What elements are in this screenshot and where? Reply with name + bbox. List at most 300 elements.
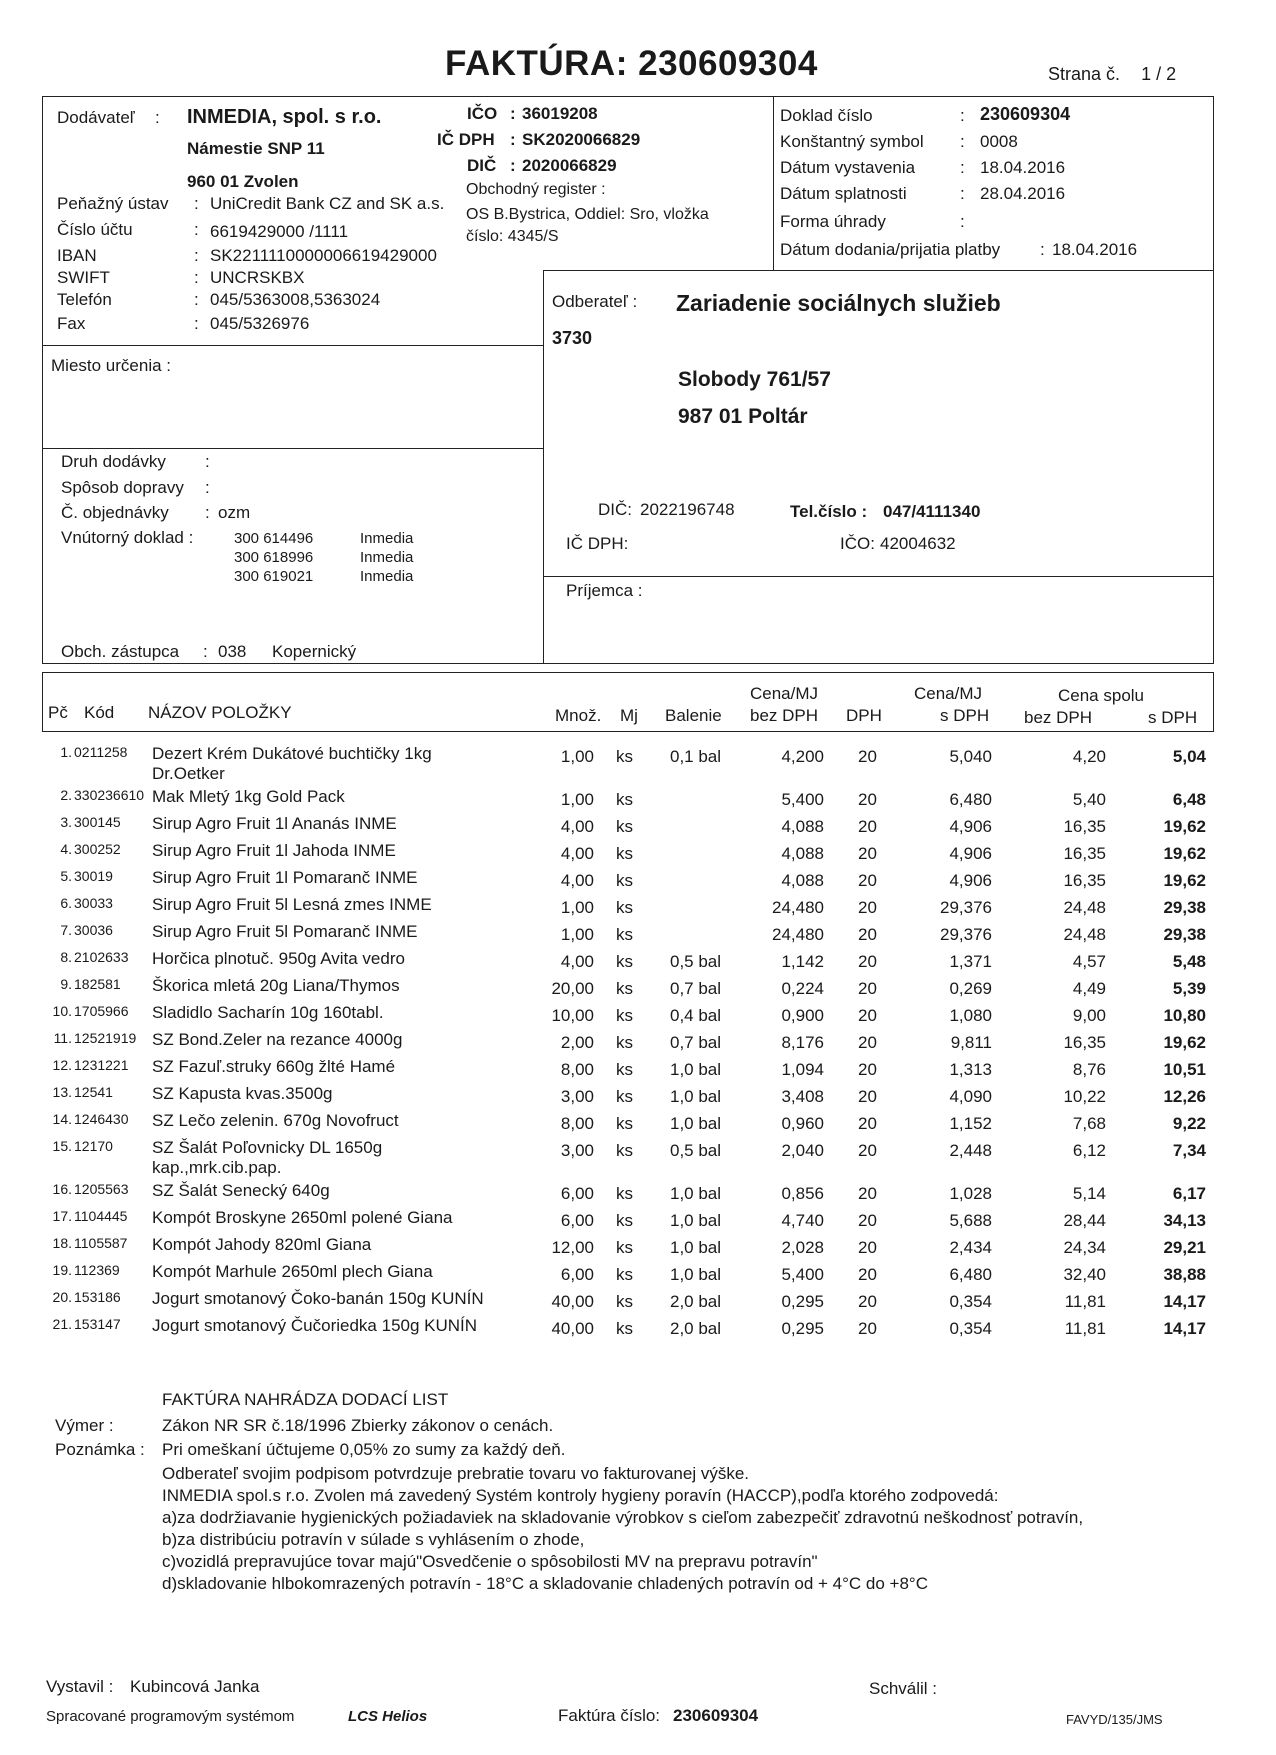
row-mj: ks (616, 1292, 633, 1311)
row-name-cont: Dr.Oetker (152, 764, 225, 783)
row-pricevat: 4,906 (949, 844, 992, 863)
fax-label: Fax (57, 314, 86, 333)
supplier-city: 960 01 Zvolen (187, 172, 299, 191)
colon: : (194, 290, 199, 309)
supplier-ico: 36019208 (522, 104, 598, 123)
row-price: 24,480 (772, 925, 824, 944)
colon: : (205, 503, 210, 522)
iban-label: IBAN (57, 246, 97, 265)
swift-label: SWIFT (57, 268, 110, 287)
internal-doc-no: 300 619021 (234, 568, 314, 585)
row-pc: 15. (52, 1138, 72, 1154)
row-name: Sirup Agro Fruit 5l Pomaranč INME (152, 922, 418, 941)
row-vat: 20 (858, 1006, 877, 1025)
row-pack: 0,5 bal (670, 1141, 722, 1160)
row-pricevat: 1,028 (949, 1184, 992, 1203)
vymer-label: Výmer : (55, 1416, 114, 1435)
divider (543, 270, 544, 664)
col-price-bottom: bez DPH (750, 706, 819, 725)
colon: : (194, 314, 199, 333)
row-kod: 0211258 (74, 744, 128, 760)
note-line: Pri omeškaní účtujeme 0,05% zo sumy za každý deň. (162, 1440, 566, 1459)
transport-label: Spôsob dopravy (61, 478, 184, 497)
row-name-cont: kap.,mrk.cib.pap. (152, 1158, 282, 1177)
row-total: 10,22 (1063, 1087, 1106, 1106)
row-price: 8,176 (781, 1033, 824, 1052)
row-total: 8,76 (1072, 1060, 1106, 1079)
system-name: LCS Helios (348, 1708, 428, 1725)
col-mj: Mj (620, 706, 638, 725)
row-totalvat: 38,88 (1163, 1265, 1206, 1284)
table-row (0, 1057, 1276, 1081)
row-pack: 0,7 bal (670, 979, 722, 998)
row-pc: 14. (52, 1111, 72, 1127)
col-pricevat-bottom: s DPH (940, 706, 990, 725)
row-qty: 40,00 (551, 1292, 594, 1311)
icdph-label: IČ DPH (437, 130, 495, 149)
row-name: Kompót Jahody 820ml Giana (152, 1235, 372, 1254)
row-kod: 1105587 (74, 1235, 128, 1251)
row-name: Sirup Agro Fruit 1l Ananás INME (152, 814, 397, 833)
row-price: 4,088 (781, 871, 824, 890)
row-pricevat: 0,354 (949, 1292, 992, 1311)
table-row (0, 1030, 1276, 1054)
row-qty: 1,00 (560, 898, 594, 917)
page-indicator (1048, 64, 1176, 85)
swift-value: UNCRSKBX (210, 268, 305, 287)
row-qty: 1,00 (560, 747, 594, 766)
table-row (0, 1181, 1276, 1205)
row-mj: ks (616, 1211, 633, 1230)
row-qty: 6,00 (560, 1211, 594, 1230)
customer-ico-label: IČO: (840, 534, 875, 553)
row-vat: 20 (858, 952, 877, 971)
row-mj: ks (616, 925, 633, 944)
divider (42, 448, 543, 449)
page-title (445, 44, 818, 84)
table-row (0, 1208, 1276, 1232)
internal-doc-no: 300 614496 (234, 530, 314, 547)
row-pack: 1,0 bal (670, 1114, 722, 1133)
col-vat: DPH (846, 706, 882, 725)
row-qty: 4,00 (560, 817, 594, 836)
row-vat: 20 (858, 1033, 877, 1052)
row-totalvat: 14,17 (1163, 1319, 1206, 1338)
customer-ico: 42004632 (880, 534, 956, 553)
note-line: c)vozidlá prepravujúce tovar majú"Osvedčenie o spôsobilosti MV na prepravu potravín" (162, 1552, 818, 1571)
row-pricevat: 4,090 (949, 1087, 992, 1106)
row-qty: 6,00 (560, 1265, 594, 1284)
order-label: Č. objednávky (61, 503, 169, 522)
row-pricevat: 6,480 (949, 790, 992, 809)
row-pack: 1,0 bal (670, 1184, 722, 1203)
col-total-vat: s DPH (1148, 708, 1198, 727)
row-total: 5,40 (1072, 790, 1106, 809)
account-label: Číslo účtu (57, 220, 133, 239)
row-name: Sirup Agro Fruit 1l Jahoda INME (152, 841, 396, 860)
row-pricevat: 1,371 (949, 952, 992, 971)
internal-doc-src: Inmedia (360, 530, 414, 547)
col-price-top: Cena/MJ (750, 684, 819, 703)
row-vat: 20 (858, 1238, 877, 1257)
supplier-label: Dodávateľ (57, 108, 135, 127)
customer-icdph-label: IČ DPH: (566, 534, 629, 553)
row-price: 4,088 (781, 817, 824, 836)
row-kod: 12170 (74, 1138, 113, 1154)
row-totalvat: 29,21 (1163, 1238, 1206, 1257)
table-row (0, 1084, 1276, 1108)
register-line2: číslo: 4345/S (466, 228, 559, 245)
agent-name: Kopernický (272, 642, 357, 661)
colon: : (205, 478, 210, 497)
row-mj: ks (616, 1060, 633, 1079)
customer-street: Slobody 761/57 (678, 368, 831, 391)
row-pricevat: 4,906 (949, 817, 992, 836)
row-pc: 4. (60, 841, 72, 857)
row-pc: 13. (52, 1084, 72, 1100)
row-mj: ks (616, 817, 633, 836)
row-mj: ks (616, 747, 633, 766)
row-pc: 1. (60, 744, 72, 760)
issued-by: Kubincová Janka (130, 1677, 260, 1696)
row-totalvat: 19,62 (1163, 1033, 1206, 1052)
row-name: Kompót Marhule 2650ml plech Giana (152, 1262, 433, 1281)
row-pricevat: 1,152 (949, 1114, 992, 1133)
row-kod: 300145 (74, 814, 121, 830)
row-vat: 20 (858, 925, 877, 944)
row-kod: 1246430 (74, 1111, 129, 1127)
row-total: 5,14 (1072, 1184, 1106, 1203)
row-price: 0,856 (781, 1184, 824, 1203)
divider (773, 96, 774, 271)
row-vat: 20 (858, 871, 877, 890)
row-pc: 12. (52, 1057, 72, 1073)
row-totalvat: 9,22 (1172, 1114, 1206, 1133)
note-line: d)skladovanie hlbokomrazených potravín - 18°C a skladovanie chladených potravín od + 4°C do +8°C (162, 1574, 929, 1593)
row-name: SZ Bond.Zeler na rezance 4000g (152, 1030, 403, 1049)
row-mj: ks (616, 844, 633, 863)
invoice-number: 230609304 (638, 44, 818, 83)
row-price: 0,224 (781, 979, 824, 998)
row-price: 3,408 (781, 1087, 824, 1106)
row-pricevat: 6,480 (949, 1265, 992, 1284)
due-date-label: Dátum splatnosti (780, 184, 907, 203)
customer-dic-label: DIČ: (598, 500, 632, 519)
table-row (0, 949, 1276, 973)
row-qty: 40,00 (551, 1319, 594, 1338)
row-vat: 20 (858, 1184, 877, 1203)
receiver-label: Príjemca : (566, 581, 643, 600)
internal-doc-src: Inmedia (360, 568, 414, 585)
row-price: 4,200 (781, 747, 824, 766)
row-qty: 12,00 (551, 1238, 594, 1257)
footer-invoice-no: 230609304 (673, 1706, 759, 1725)
row-kod: 300252 (74, 841, 121, 857)
phone-value: 045/5363008,5363024 (210, 290, 381, 309)
row-totalvat: 10,80 (1163, 1006, 1206, 1025)
row-total: 6,12 (1072, 1141, 1106, 1160)
row-pricevat: 1,313 (949, 1060, 992, 1079)
row-totalvat: 5,39 (1172, 979, 1206, 998)
internal-doc-no: 300 618996 (234, 549, 314, 566)
row-pc: 19. (52, 1262, 72, 1278)
col-total-nov: bez DPH (1024, 708, 1093, 727)
row-qty: 8,00 (560, 1060, 594, 1079)
row-name: Jogurt smotanový Čučoriedka 150g KUNÍN (152, 1316, 478, 1335)
row-name: SZ Kapusta kvas.3500g (152, 1084, 333, 1103)
row-pack: 1,0 bal (670, 1211, 722, 1230)
row-pricevat: 0,269 (949, 979, 992, 998)
row-total: 11,81 (1064, 1319, 1106, 1338)
row-totalvat: 29,38 (1163, 925, 1206, 944)
row-price: 2,040 (781, 1141, 824, 1160)
doc-no: 230609304 (980, 104, 1071, 124)
colon: : (194, 194, 199, 213)
row-kod: 30033 (74, 895, 113, 911)
customer-dic: 2022196748 (640, 500, 735, 519)
row-vat: 20 (858, 1292, 877, 1311)
row-pricevat: 2,434 (949, 1238, 992, 1257)
row-mj: ks (616, 1006, 633, 1025)
colon: : (960, 132, 965, 151)
row-total: 16,35 (1063, 871, 1106, 890)
table-row (0, 1138, 1276, 1177)
form-code: FAVYD/135/JMS (1066, 1712, 1163, 1727)
approved-label: Schválil : (869, 1679, 938, 1698)
customer-label: Odberateľ : (552, 292, 638, 311)
row-pc: 8. (60, 949, 72, 965)
row-pricevat: 1,080 (949, 1006, 992, 1025)
system-label: Spracované programovým systémom (46, 1708, 295, 1725)
row-totalvat: 7,34 (1172, 1141, 1206, 1160)
row-total: 9,00 (1072, 1006, 1106, 1025)
row-vat: 20 (858, 1060, 877, 1079)
row-totalvat: 10,51 (1163, 1060, 1206, 1079)
row-pc: 21. (52, 1316, 72, 1332)
customer-tel: 047/4111340 (883, 502, 981, 521)
row-name: Jogurt smotanový Čoko-banán 150g KUNÍN (152, 1289, 484, 1308)
row-pc: 20. (52, 1289, 72, 1305)
row-totalvat: 19,62 (1163, 844, 1206, 863)
row-kod: 1205563 (74, 1181, 129, 1197)
row-name: Škorica mletá 20g Liana/Thymos (152, 976, 400, 995)
row-price: 4,088 (781, 844, 824, 863)
row-pack: 2,0 bal (670, 1292, 722, 1311)
row-pack: 1,0 bal (670, 1238, 722, 1257)
row-pc: 5. (60, 868, 72, 884)
row-total: 4,20 (1072, 747, 1106, 766)
row-vat: 20 (858, 1114, 877, 1133)
row-pc: 6. (60, 895, 72, 911)
col-pack: Balenie (665, 706, 722, 725)
row-kod: 12521919 (74, 1030, 137, 1046)
row-qty: 20,00 (551, 979, 594, 998)
customer-city: 987 01 Poltár (678, 405, 808, 428)
table-row (0, 976, 1276, 1000)
row-mj: ks (616, 898, 633, 917)
row-totalvat: 19,62 (1163, 871, 1206, 890)
delivery-date: 18.04.2016 (1052, 240, 1138, 259)
row-pricevat: 2,448 (949, 1141, 992, 1160)
row-kod: 330236610 (74, 787, 145, 803)
row-mj: ks (616, 1238, 633, 1257)
row-vat: 20 (858, 979, 877, 998)
note-label: Poznámka : (55, 1440, 145, 1459)
row-kod: 182581 (74, 976, 121, 992)
row-qty: 10,00 (551, 1006, 594, 1025)
row-qty: 3,00 (560, 1087, 594, 1106)
colon: : (203, 642, 208, 661)
delivery-type-label: Druh dodávky (61, 452, 166, 471)
row-pack: 1,0 bal (670, 1060, 722, 1079)
row-name: Horčica plnotuč. 950g Avita vedro (152, 949, 405, 968)
colon: : (510, 104, 516, 123)
table-row (0, 922, 1276, 946)
ico-label: IČO (467, 104, 498, 123)
row-qty: 4,00 (560, 844, 594, 863)
note-line: Odberateľ svojim podpisom potvrdzuje prebratie tovaru vo fakturovanej výške. (162, 1464, 750, 1483)
row-totalvat: 6,48 (1172, 790, 1206, 809)
table-row (0, 895, 1276, 919)
row-kod: 30019 (74, 868, 113, 884)
row-name: Kompót Broskyne 2650ml polené Giana (152, 1208, 453, 1227)
replacement-note: FAKTÚRA NAHRÁDZA DODACÍ LIST (162, 1390, 449, 1409)
col-pricevat-top: Cena/MJ (914, 684, 983, 703)
row-totalvat: 14,17 (1163, 1292, 1206, 1311)
row-pricevat: 5,688 (949, 1211, 992, 1230)
order-value: ozm (218, 503, 251, 522)
row-kod: 1231221 (74, 1057, 129, 1073)
page-value: 1 / 2 (1141, 64, 1177, 84)
vymer-text: Zákon NR SR č.18/1996 Zbierky zákonov o cenách. (162, 1416, 554, 1435)
colon: : (155, 108, 160, 127)
row-price: 5,400 (781, 1265, 824, 1284)
row-vat: 20 (858, 1087, 877, 1106)
row-kod: 1104445 (74, 1208, 128, 1224)
row-vat: 20 (858, 844, 877, 863)
row-pc: 18. (52, 1235, 72, 1251)
colon: : (960, 184, 965, 203)
row-vat: 20 (858, 790, 877, 809)
supplier-street: Námestie SNP 11 (187, 139, 325, 158)
row-name: Sladidlo Sacharín 10g 160tabl. (152, 1003, 384, 1022)
row-pack: 2,0 bal (670, 1319, 722, 1338)
due-date: 28.04.2016 (980, 184, 1066, 203)
destination-label: Miesto určenia : (51, 356, 171, 375)
colon: : (194, 268, 199, 287)
table-row (0, 1289, 1276, 1313)
account-number: 6619429000 /1111 (210, 222, 349, 241)
col-kod: Kód (84, 703, 115, 722)
colon: : (205, 452, 210, 471)
row-pack: 0,1 bal (670, 747, 722, 766)
row-totalvat: 5,48 (1172, 952, 1206, 971)
row-kod: 112369 (74, 1262, 120, 1278)
table-row (0, 1235, 1276, 1259)
row-price: 4,740 (781, 1211, 824, 1230)
issue-date-label: Dátum vystavenia (780, 158, 916, 177)
row-price: 1,094 (781, 1060, 824, 1079)
row-totalvat: 29,38 (1163, 898, 1206, 917)
row-name: SZ Lečo zelenin. 670g Novofruct (152, 1111, 399, 1130)
table-row (0, 868, 1276, 892)
row-totalvat: 19,62 (1163, 817, 1206, 836)
register-line1: OS B.Bystrica, Oddiel: Sro, vložka (466, 206, 709, 223)
row-vat: 20 (858, 898, 877, 917)
row-name: Mak Mletý 1kg Gold Pack (152, 787, 345, 806)
table-row (0, 1316, 1276, 1340)
row-total: 28,44 (1063, 1211, 1106, 1230)
issued-by-label: Vystavil : (46, 1677, 114, 1696)
title-label: FAKTÚRA: (445, 44, 628, 83)
row-total: 16,35 (1063, 1033, 1106, 1052)
doc-no-label: Doklad číslo (780, 106, 873, 125)
row-mj: ks (616, 790, 633, 809)
colon: : (960, 158, 965, 177)
row-price: 0,900 (781, 1006, 824, 1025)
table-row (0, 1003, 1276, 1027)
col-total-top: Cena spolu (1058, 686, 1145, 705)
colon: : (1040, 240, 1045, 259)
register-label: Obchodný register : (466, 181, 606, 198)
row-pack: 0,4 bal (670, 1006, 722, 1025)
row-pricevat: 29,376 (940, 925, 992, 944)
colon: : (960, 212, 965, 231)
row-pack: 0,5 bal (670, 952, 722, 971)
row-qty: 8,00 (560, 1114, 594, 1133)
row-name: SZ Fazuľ.struky 660g žlté Hamé (152, 1057, 396, 1076)
row-pc: 2. (60, 787, 72, 803)
row-total: 11,81 (1064, 1292, 1106, 1311)
note-line: b)za distribúciu potravín v súlade s vyhlásením o zhode, (162, 1530, 585, 1549)
row-pack: 1,0 bal (670, 1265, 722, 1284)
row-mj: ks (616, 871, 633, 890)
row-name: SZ Šalát Senecký 640g (152, 1181, 330, 1200)
col-name: NÁZOV POLOŽKY (148, 703, 292, 722)
const-symbol: 0008 (980, 132, 1018, 151)
colon: : (510, 130, 516, 149)
issue-date: 18.04.2016 (980, 158, 1066, 177)
iban-value: SK2211110000006619429000 (210, 246, 437, 265)
row-vat: 20 (858, 1265, 877, 1284)
bank-label: Peňažný ústav (57, 194, 169, 213)
row-pc: 7. (60, 922, 72, 938)
row-pc: 11. (53, 1030, 72, 1046)
row-name: Sirup Agro Fruit 5l Lesná zmes INME (152, 895, 432, 914)
row-mj: ks (616, 1087, 633, 1106)
row-qty: 4,00 (560, 952, 594, 971)
row-total: 7,68 (1072, 1114, 1106, 1133)
divider (543, 270, 1214, 271)
payment-label: Forma úhrady (780, 212, 886, 231)
colon: : (510, 156, 516, 175)
internal-doc-label: Vnútorný doklad : (61, 528, 194, 547)
row-total: 16,35 (1063, 844, 1106, 863)
colon: : (194, 220, 199, 239)
col-qty: Množ. (555, 706, 602, 725)
row-price: 0,960 (781, 1114, 824, 1133)
row-total: 4,57 (1072, 952, 1106, 971)
row-pc: 16. (52, 1181, 72, 1197)
row-mj: ks (616, 1265, 633, 1284)
row-pc: 9. (60, 976, 72, 992)
table-row (0, 814, 1276, 838)
row-totalvat: 5,04 (1172, 747, 1206, 766)
agent-code: 038 (218, 642, 247, 661)
delivery-date-label: Dátum dodania/prijatia platby (780, 240, 1001, 259)
row-total: 24,48 (1063, 925, 1106, 944)
row-vat: 20 (858, 817, 877, 836)
